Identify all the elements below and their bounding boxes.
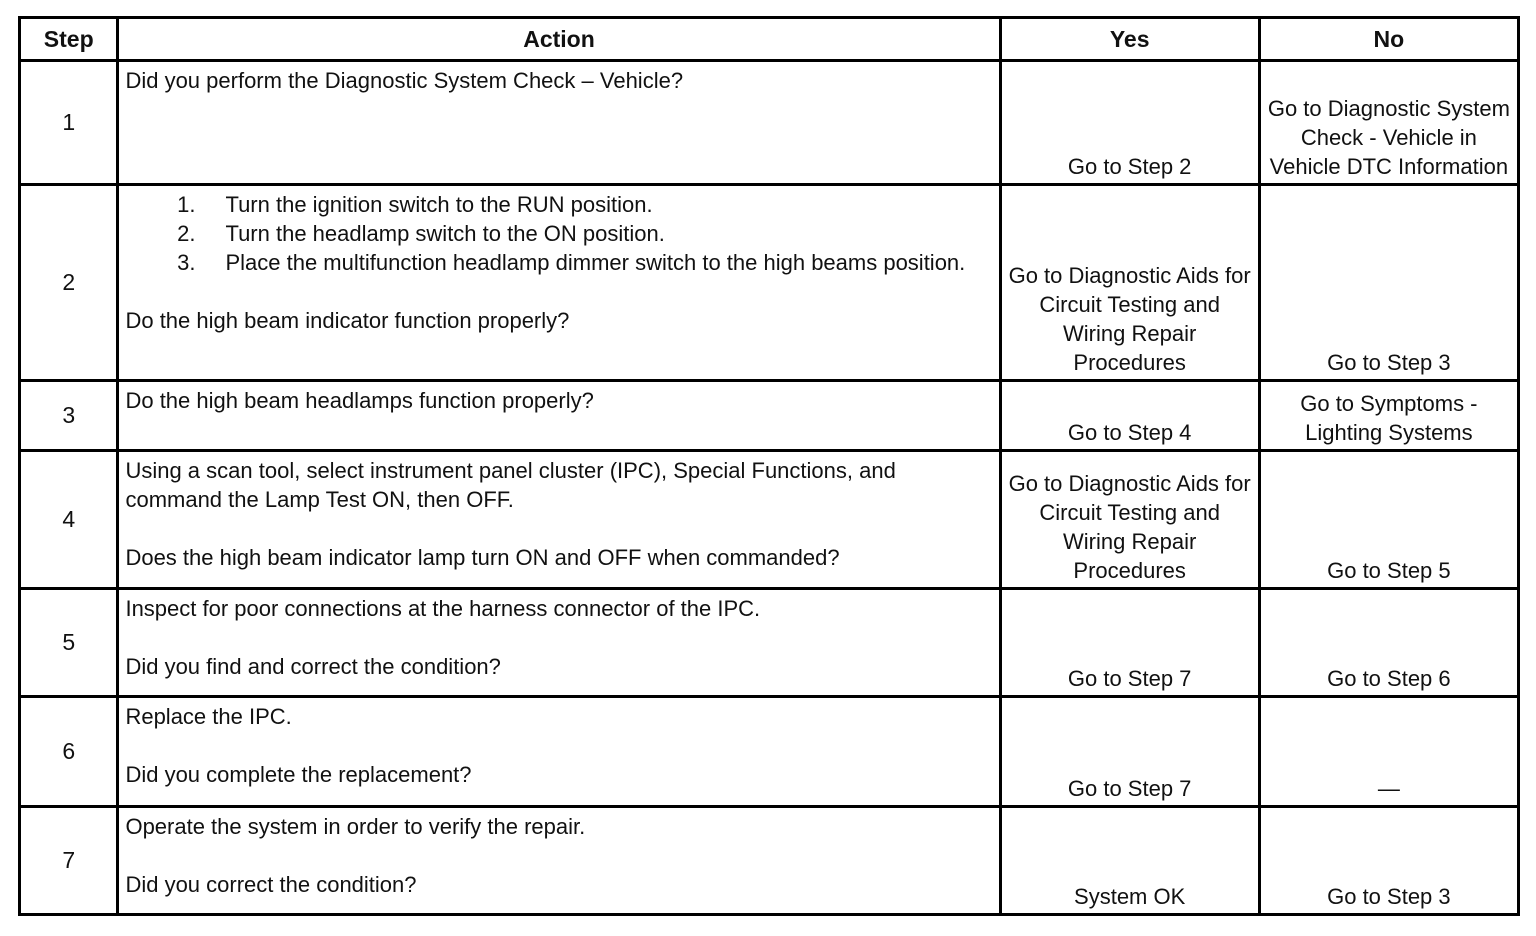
substep-text: Turn the headlamp switch to the ON position. xyxy=(225,221,665,246)
action-cell xyxy=(118,589,1000,697)
table-row xyxy=(20,451,1519,589)
header-yes: Yes xyxy=(1000,18,1259,61)
action-text: Replace the IPC. xyxy=(125,704,292,729)
yes-cell: Go to Diagnostic Aids for Circuit Testing and Wiring Repair Procedures xyxy=(1000,185,1259,381)
step-number: 3 xyxy=(20,381,118,451)
action-text: Did you perform the Diagnostic System Check – Vehicle? xyxy=(125,68,684,93)
header-step: Step xyxy=(20,18,118,61)
action-cell xyxy=(118,807,1000,915)
action-text: Inspect for poor connections at the harness connector of the IPC. xyxy=(125,596,761,621)
yes-cell: Go to Step 2 xyxy=(1000,61,1259,185)
header-action: Action xyxy=(118,18,1000,61)
action-cell xyxy=(118,185,1000,381)
substep-text: Place the multifunction headlamp dimmer switch to the high beams position. xyxy=(225,250,966,275)
action-question: Does the high beam indicator lamp turn ON and OFF when commanded? xyxy=(125,545,840,570)
table-row xyxy=(20,697,1519,807)
action-question: Did you complete the replacement? xyxy=(125,762,472,787)
substep-number: 1. xyxy=(177,192,196,217)
step-number: 6 xyxy=(20,697,118,807)
no-cell: Go to Step 3 xyxy=(1259,807,1518,915)
action-text: Operate the system in order to verify the repair. xyxy=(125,814,586,839)
no-cell: Go to Step 3 xyxy=(1259,185,1518,381)
substep-number: 3. xyxy=(177,250,196,275)
list-item xyxy=(125,190,992,219)
yes-cell: Go to Step 7 xyxy=(1000,589,1259,697)
action-cell xyxy=(118,451,1000,589)
no-cell: Go to Symptoms - Lighting Systems xyxy=(1259,381,1518,451)
step-number: 4 xyxy=(20,451,118,589)
step-number: 2 xyxy=(20,185,118,381)
table-row xyxy=(20,61,1519,185)
action-question: Did you find and correct the condition? xyxy=(125,654,501,679)
table-row xyxy=(20,807,1519,915)
yes-cell: Go to Diagnostic Aids for Circuit Testing and Wiring Repair Procedures xyxy=(1000,451,1259,589)
action-text: Using a scan tool, select instrument panel cluster (IPC), Special Functions, and command the Lamp Test ON, then OFF. xyxy=(125,458,896,512)
action-cell xyxy=(118,61,1000,185)
table-row xyxy=(20,589,1519,697)
action-text: Do the high beam headlamps function properly? xyxy=(125,388,594,413)
table-row xyxy=(20,381,1519,451)
yes-cell: Go to Step 7 xyxy=(1000,697,1259,807)
header-row xyxy=(20,18,1519,61)
action-cell xyxy=(118,697,1000,807)
substep-number: 2. xyxy=(177,221,196,246)
substep-text: Turn the ignition switch to the RUN position. xyxy=(225,192,653,217)
substep-list xyxy=(125,190,992,277)
step-number: 5 xyxy=(20,589,118,697)
action-cell xyxy=(118,381,1000,451)
action-question: Did you correct the condition? xyxy=(125,872,417,897)
list-item xyxy=(125,219,992,248)
list-item xyxy=(125,248,992,277)
step-number: 7 xyxy=(20,807,118,915)
header-no: No xyxy=(1259,18,1518,61)
no-cell: Go to Step 6 xyxy=(1259,589,1518,697)
diagnostic-table xyxy=(18,16,1520,916)
no-cell: — xyxy=(1259,697,1518,807)
no-cell: Go to Diagnostic System Check - Vehicle in Vehicle DTC Information xyxy=(1259,61,1518,185)
step-number: 1 xyxy=(20,61,118,185)
no-cell: Go to Step 5 xyxy=(1259,451,1518,589)
action-question: Do the high beam indicator function properly? xyxy=(125,308,570,333)
table-row xyxy=(20,185,1519,381)
yes-cell: System OK xyxy=(1000,807,1259,915)
yes-cell: Go to Step 4 xyxy=(1000,381,1259,451)
